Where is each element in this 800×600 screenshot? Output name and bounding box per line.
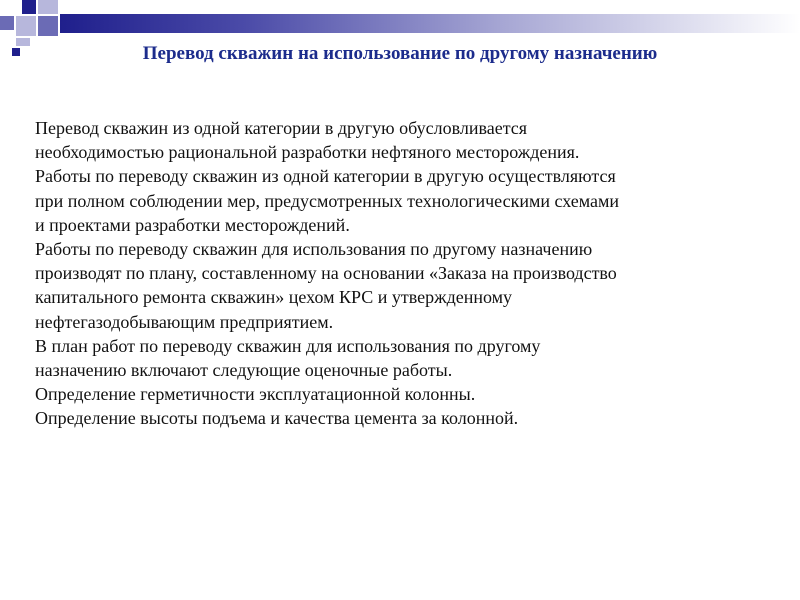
header-gradient-bar	[60, 14, 800, 33]
decor-square	[38, 0, 58, 14]
body-line: необходимостью рациональной разработки нефтяного месторождения.	[35, 142, 580, 163]
decor-square	[38, 16, 58, 36]
body-line: Работы по переводу скважин для использования по другому назначению	[35, 239, 593, 260]
body-line: и проектами разработки месторождений.	[35, 214, 350, 235]
body-line: Определение высоты подъема и качества цемента за колонной.	[35, 408, 519, 429]
body-line: Перевод скважин из одной категории в другую обусловливается	[35, 118, 528, 138]
body-line: В план работ по переводу скважин для использования по другому	[35, 335, 541, 356]
decor-square	[16, 16, 36, 36]
body-line: нефтегазодобывающим предприятием.	[35, 311, 334, 332]
decor-square	[22, 0, 36, 14]
body-line: назначению включают следующие оценочные работы.	[35, 360, 453, 381]
body-line: при полном соблюдении мер, предусмотренных технологическими схемами	[35, 190, 620, 211]
body-line: капитального ремонта скважин» цехом КРС и утвержденному	[35, 287, 513, 308]
slide-title: Перевод скважин на использование по другому назначению	[142, 43, 658, 64]
slide-body	[35, 116, 770, 431]
decor-square	[0, 16, 14, 30]
body-line: производят по плану, составленному на основании «Заказа на производство	[35, 263, 617, 284]
body-line: Определение герметичности эксплуатационной колонны.	[35, 384, 476, 405]
body-line: Работы по переводу скважин из одной категории в другую осуществляются	[35, 166, 616, 187]
